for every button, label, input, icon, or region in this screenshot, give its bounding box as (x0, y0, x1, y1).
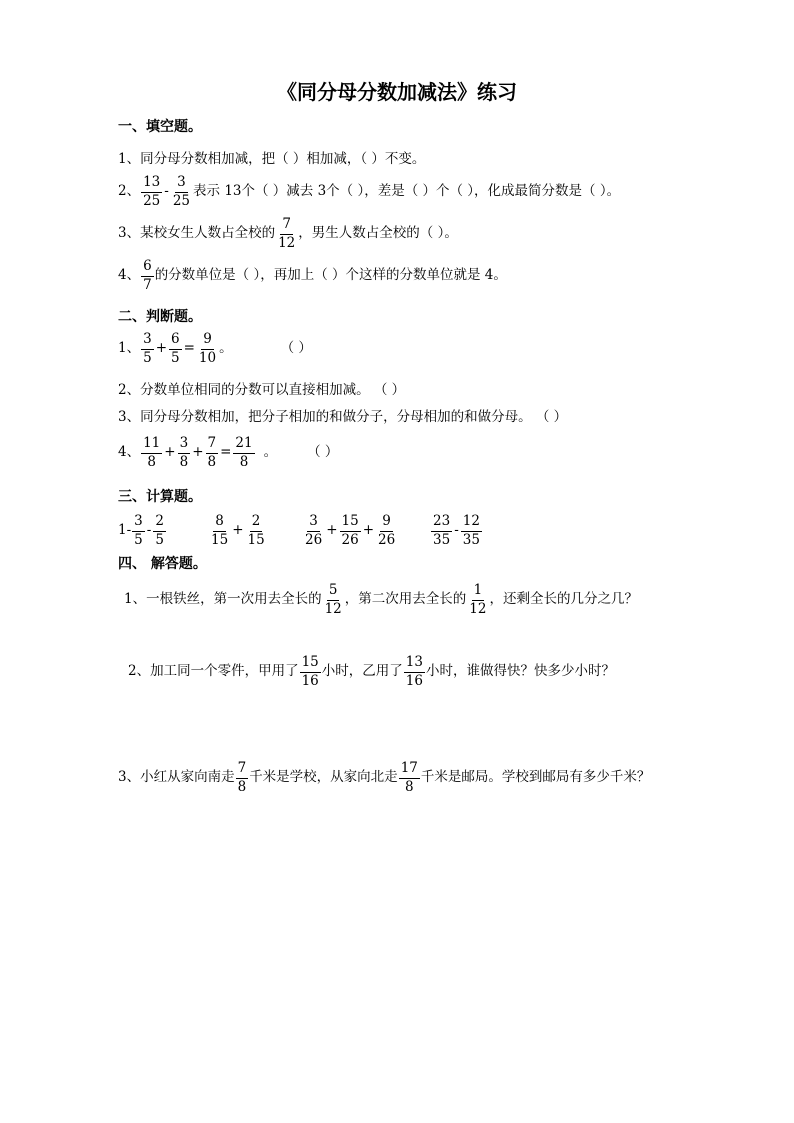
numerator: 7 (280, 218, 293, 235)
numerator: 13 (404, 656, 425, 673)
fraction (233, 437, 254, 469)
plus-sign: + (326, 522, 338, 539)
solve-question-2 (128, 656, 615, 688)
numerator: 3 (307, 515, 320, 532)
denominator: 5 (155, 531, 164, 548)
numerator: 15 (300, 656, 321, 673)
fraction (141, 260, 154, 292)
judge-question-2: 2、分数单位相同的分数可以直接相加减。 （ ） (118, 382, 406, 398)
numerator: 8 (213, 515, 226, 532)
fraction (246, 515, 267, 547)
numerator: 7 (206, 437, 219, 454)
numerator: 6 (141, 260, 154, 277)
denominator: 7 (143, 276, 152, 293)
question-text: 3、某校女生人数占全校的 (118, 225, 276, 242)
question-text: 小时，谁做得快？快多少小时？ (425, 663, 615, 680)
q-number: 4、 (118, 444, 141, 461)
question-text: 千米是学校，从家向北走 (249, 769, 398, 786)
question-text: ，男生人数占全校的（ ）。 (298, 225, 458, 242)
numerator: 9 (201, 333, 214, 350)
fraction (467, 584, 488, 616)
question-text: 的分数单位是（ ），再加上（ ）个这样的分数单位就是 4。 (154, 267, 507, 284)
denominator: 8 (207, 453, 217, 470)
question-text: 3、小红从家向南走 (118, 769, 235, 786)
calc-expression-1 (118, 515, 167, 547)
denominator: 8 (239, 453, 249, 470)
fill-question-1: 1、同分母分数相加减，把（ ）相加减，（ ）不变。 (118, 151, 426, 167)
numerator: 3 (141, 333, 154, 350)
fraction (169, 333, 182, 365)
question-text: ，第二次用去全长的 (344, 591, 467, 608)
section-fill-heading: 一、填空题。 (118, 119, 202, 135)
numerator: 1 (472, 584, 485, 601)
fraction (206, 437, 219, 469)
fraction (431, 515, 452, 547)
minus-sign: - (146, 522, 152, 539)
minus-sign: - (164, 183, 169, 200)
denominator: 35 (433, 531, 451, 548)
fraction (303, 515, 324, 547)
numerator: 3 (132, 515, 145, 532)
denominator: 5 (134, 531, 143, 548)
denominator: 16 (405, 672, 423, 689)
denominator: 5 (171, 349, 180, 366)
judge-question-4 (118, 437, 338, 469)
numerator: 23 (431, 515, 452, 532)
numerator: 21 (233, 437, 254, 454)
answer-blank: （ ） (280, 340, 312, 357)
denominator: 8 (237, 778, 247, 795)
judge-question-1 (118, 333, 312, 365)
calc-expression-2 (208, 515, 268, 547)
question-text: 表示 13个（ ）减去 3个（ ），差是（ ）个（ ），化成最简分数是（ ）。 (193, 183, 621, 200)
fraction (399, 762, 420, 794)
denominator: 12 (324, 600, 342, 617)
numerator: 2 (153, 515, 166, 532)
calc-expression-4 (430, 515, 483, 547)
minus-sign: - (454, 522, 459, 539)
fill-question-2 (118, 176, 620, 208)
fraction (461, 515, 482, 547)
fill-question-4 (118, 260, 507, 292)
fraction (236, 762, 249, 794)
numerator: 5 (327, 584, 340, 601)
question-text: 千米是邮局。学校到邮局有多少千米？ (420, 769, 651, 786)
plus-sign: + (362, 522, 374, 539)
numerator: 3 (175, 176, 188, 193)
numerator: 7 (236, 762, 249, 779)
numerator: 12 (461, 515, 482, 532)
denominator: 12 (278, 234, 296, 251)
calc-expression-3 (302, 515, 398, 547)
fraction (209, 515, 230, 547)
fill-question-3 (118, 218, 458, 250)
numerator: 3 (178, 437, 191, 454)
fraction (197, 333, 218, 365)
numerator: 17 (399, 762, 420, 779)
question-text: 小时，乙用了 (321, 663, 403, 680)
q-number: 4、 (118, 267, 141, 284)
numerator: 6 (169, 333, 182, 350)
fraction (141, 176, 162, 208)
period: 。 (263, 444, 278, 461)
fraction (276, 218, 297, 250)
question-text: 1、一根铁丝，第一次用去全长的 (124, 591, 322, 608)
expression-lead: 1- (118, 522, 132, 539)
denominator: 8 (147, 453, 156, 470)
solve-question-1 (124, 584, 638, 616)
fraction (178, 437, 191, 469)
section-solve-heading: 四、 解答题。 (118, 556, 207, 572)
denominator: 26 (305, 531, 323, 548)
plus-sign: + (155, 340, 167, 357)
plus-sign: + (232, 522, 244, 539)
fraction (300, 656, 321, 688)
denominator: 25 (172, 192, 191, 209)
denominator: 26 (341, 531, 359, 548)
denominator: 15 (247, 531, 265, 548)
period: 。 (219, 340, 233, 357)
denominator: 35 (462, 531, 480, 548)
denominator: 8 (179, 453, 189, 470)
denominator: 10 (198, 349, 217, 366)
fraction (376, 515, 397, 547)
denominator: 12 (469, 600, 487, 617)
fraction (132, 515, 145, 547)
plus-sign: + (164, 444, 176, 461)
numerator: 9 (380, 515, 393, 532)
fraction (171, 176, 192, 208)
section-calc-heading: 三、计算题。 (118, 489, 202, 505)
denominator: 8 (404, 778, 414, 795)
fraction (153, 515, 166, 547)
fraction (404, 656, 425, 688)
denominator: 5 (143, 349, 152, 366)
fraction (340, 515, 361, 547)
fraction (141, 437, 162, 469)
denominator: 25 (143, 192, 161, 209)
denominator: 16 (301, 672, 319, 689)
denominator: 15 (211, 531, 229, 548)
q-number: 2、 (118, 183, 141, 200)
solve-question-3 (118, 762, 650, 794)
equals-sign: = (220, 444, 232, 461)
answer-blank: （ ） (307, 444, 339, 461)
numerator: 11 (141, 437, 162, 454)
fraction (141, 333, 154, 365)
question-text: 2、加工同一个零件，甲用了 (128, 663, 299, 680)
section-judge-heading: 二、判断题。 (118, 309, 202, 325)
fraction (323, 584, 344, 616)
equals-sign: = (183, 340, 195, 357)
numerator: 15 (340, 515, 361, 532)
q-number: 1、 (118, 340, 141, 357)
numerator: 13 (141, 176, 162, 193)
denominator: 26 (378, 531, 396, 548)
judge-question-3: 3、同分母分数相加，把分子相加的和做分子，分母相加的和做分母。 （ ） (118, 409, 568, 425)
plus-sign: + (192, 444, 204, 461)
page-title: 《同分母分数加减法》练习 (277, 80, 517, 104)
question-text: ，还剩全长的几分之几？ (489, 591, 638, 608)
numerator: 2 (250, 515, 263, 532)
